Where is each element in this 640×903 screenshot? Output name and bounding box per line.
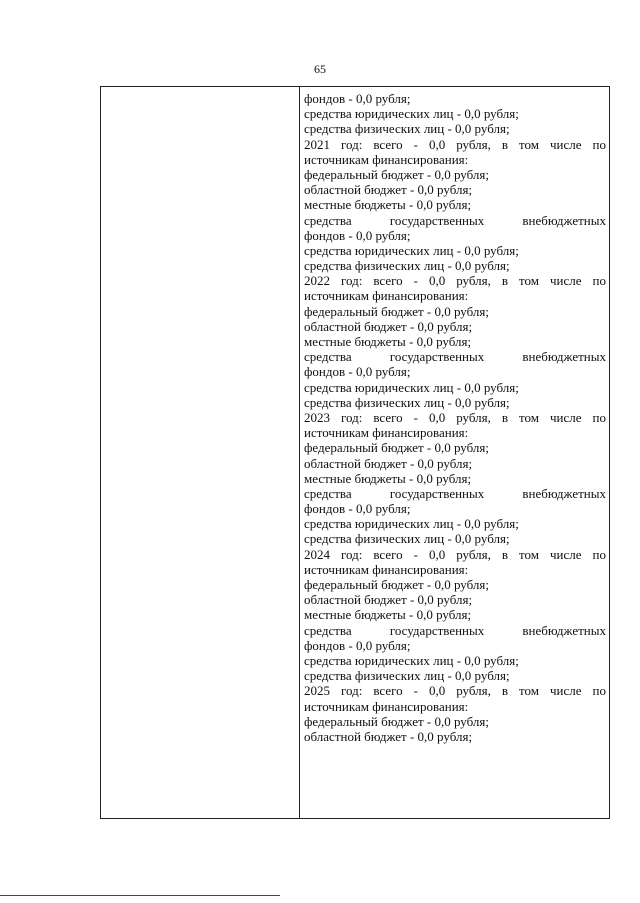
text-line: областной бюджет - 0,0 рубля;: [304, 728, 473, 744]
text-line: источникам финансирования:: [304, 151, 469, 167]
text-line: фондов - 0,0 рубля;: [304, 364, 411, 380]
text-line: федеральный бюджет - 0,0 рубля;: [304, 166, 490, 182]
table-left-cell: [101, 87, 299, 818]
text-line: средства физических лиц - 0,0 рубля;: [304, 258, 510, 274]
text-line: федеральный бюджет - 0,0 рубля;: [304, 713, 490, 729]
text-line: средства физических лиц - 0,0 рубля;: [304, 121, 510, 137]
text-line: фондов - 0,0 рубля;: [304, 501, 411, 517]
text-line: средства государственных внебюджетных: [304, 349, 606, 365]
text-line: федеральный бюджет - 0,0 рубля;: [304, 577, 490, 592]
text-line: средства юридических лиц - 0,0 рубля;: [304, 652, 519, 668]
text-line: местные бюджеты - 0,0 рубля;: [304, 607, 472, 623]
text-line: средства физических лиц - 0,0 рубля;: [304, 668, 510, 684]
text-line: средства юридических лиц - 0,0 рубля;: [304, 516, 519, 532]
text-line: местные бюджеты - 0,0 рубля;: [304, 334, 472, 349]
text-line: средства юридических лиц - 0,0 рубля;: [304, 106, 519, 122]
text-line: средства государственных внебюджетных: [304, 485, 606, 501]
text-line: 2022 год: всего - 0,0 рубля, в том числе по: [304, 273, 606, 289]
text-line: местные бюджеты - 0,0 рубля;: [304, 197, 472, 213]
text-line: 2023 год: всего - 0,0 рубля, в том числе по: [304, 409, 606, 425]
column-divider: [299, 87, 300, 818]
text-line: средства физических лиц - 0,0 рубля;: [304, 394, 510, 410]
text-line: фондов - 0,0 рубля;: [304, 227, 411, 243]
text-line: фондов - 0,0 рубля;: [304, 637, 411, 653]
text-line: источникам финансирования:: [304, 698, 469, 714]
text-line: 2021 год: всего - 0,0 рубля, в том числе по: [304, 136, 606, 152]
text-line: источникам финансирования:: [304, 425, 469, 441]
text-line: областной бюджет - 0,0 рубля;: [304, 318, 473, 334]
budget-table: [100, 86, 610, 819]
text-line: средства физических лиц - 0,0 рубля;: [304, 531, 510, 547]
text-line: средства государственных внебюджетных: [304, 212, 606, 228]
text-line: федеральный бюджет - 0,0 рубля;: [304, 440, 490, 456]
text-line: источникам финансирования:: [304, 288, 469, 304]
text-line: 2025 год: всего - 0,0 рубля, в том числе по: [304, 683, 606, 699]
footer-rule: [0, 895, 280, 896]
text-line: областной бюджет - 0,0 рубля;: [304, 455, 473, 471]
text-line: областной бюджет - 0,0 рубля;: [304, 592, 473, 608]
text-line: средства государственных внебюджетных: [304, 622, 606, 638]
text-line: областной бюджет - 0,0 рубля;: [304, 182, 473, 198]
text-line: федеральный бюджет - 0,0 рубля;: [304, 303, 490, 319]
table-right-cell: [304, 91, 606, 744]
text-line: местные бюджеты - 0,0 рубля;: [304, 470, 472, 486]
page-number: 65: [314, 62, 326, 76]
text-line: 2024 год: всего - 0,0 рубля, в том числе по: [304, 546, 606, 562]
text-line: источникам финансирования:: [304, 561, 469, 577]
text-line: средства юридических лиц - 0,0 рубля;: [304, 379, 519, 395]
text-line: фондов - 0,0 рубля;: [304, 91, 411, 106]
text-line: средства юридических лиц - 0,0 рубля;: [304, 242, 519, 258]
